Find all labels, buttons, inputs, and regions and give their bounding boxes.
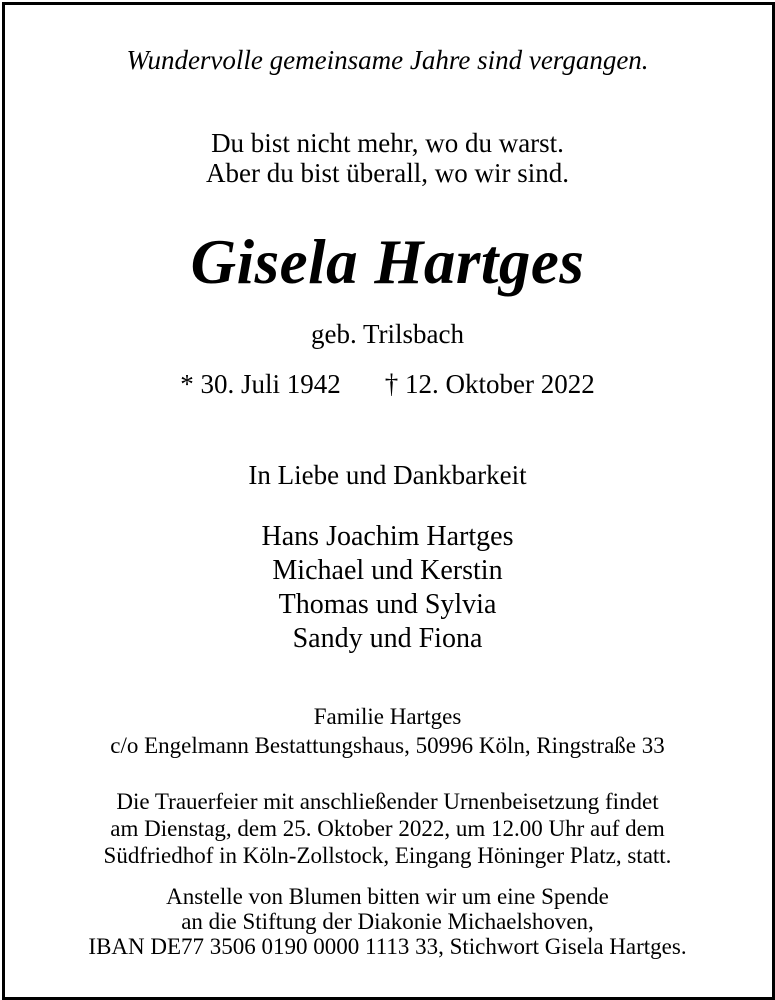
verse-line: Du bist nicht mehr, wo du warst. (211, 128, 564, 158)
funeral-info-line: am Dienstag, dem 25. Oktober 2022, um 12.00 Uhr auf dem (110, 816, 665, 841)
mourner-name: Thomas und Sylvia (278, 589, 497, 620)
contact-address: c/o Engelmann Bestattungshaus, 50996 Köln, Ringstraße 33 (110, 733, 665, 758)
funeral-info-line: Südfriedhof in Köln-Zollstock, Eingang Höninger Platz, statt. (103, 843, 672, 868)
donation-info-line: Anstelle von Blumen bitten wir um eine Spende (166, 884, 609, 909)
verse-line: Aber du bist überall, wo wir sind. (206, 158, 569, 188)
life-dates (0, 371, 775, 398)
mourner-name: Michael und Kerstin (272, 555, 503, 586)
birth-date: * 30. Juli 1942 (180, 369, 341, 399)
contact-family: Familie Hartges (313, 704, 462, 729)
mourner-name: Hans Joachim Hartges (261, 521, 514, 552)
dedication-line: In Liebe und Dankbarkeit (248, 460, 527, 490)
death-date: † 12. Oktober 2022 (384, 369, 595, 399)
funeral-info-line: Die Trauerfeier mit anschließender Urnenbeisetzung findet (116, 789, 659, 814)
mourner-name: Sandy und Fiona (292, 623, 483, 654)
motto-line: Wundervolle gemeinsame Jahre sind vergangen. (126, 45, 649, 75)
donation-info-line: IBAN DE77 3506 0190 0000 1113 33, Stichwort Gisela Hartges. (88, 934, 687, 959)
deceased-name: Gisela Hartges (190, 227, 585, 297)
born-name: geb. Trilsbach (310, 319, 464, 349)
donation-info-line: an die Stiftung der Diakonie Michaelshoven, (181, 909, 594, 934)
